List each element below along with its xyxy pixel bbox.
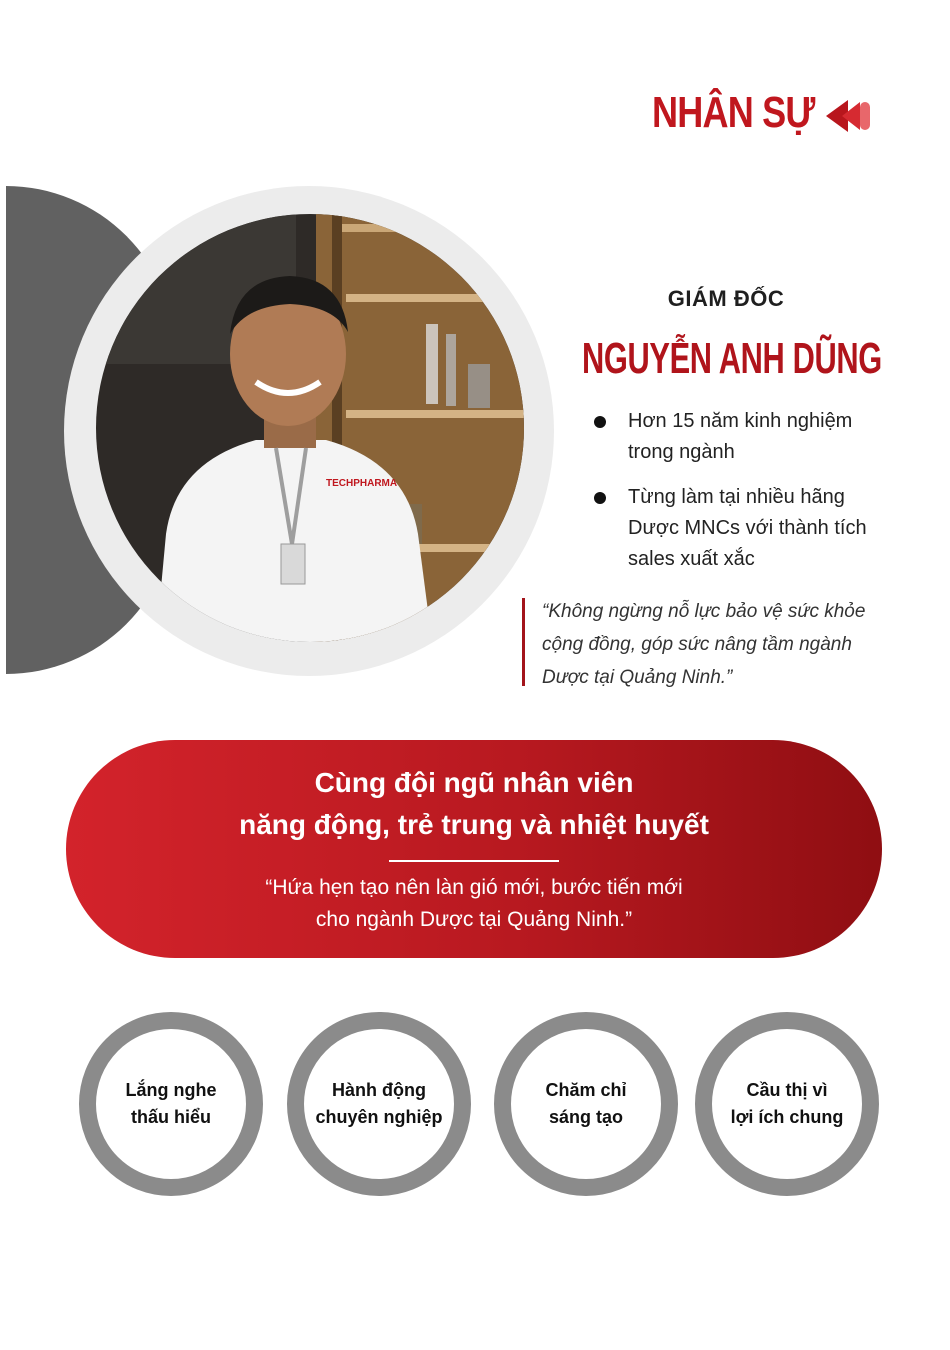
value-label-line: sáng tạo xyxy=(548,1107,623,1127)
value-label-line: Lắng nghe xyxy=(125,1080,217,1100)
quote-line: “Không ngừng nỗ lực bảo vệ sức khỏe xyxy=(542,601,866,622)
value-circle-diligence xyxy=(494,1012,678,1196)
bullet-dot-icon xyxy=(594,416,606,428)
banner-quote-line: “Hứa hẹn tạo nên làn gió mới, bước tiến mới xyxy=(265,876,683,899)
section-title: NHÂN SỰ xyxy=(652,88,815,137)
highlight-line: trong ngành xyxy=(628,441,735,463)
highlight-line: Hơn 15 năm kinh nghiệm xyxy=(628,410,853,432)
team-banner xyxy=(66,740,882,958)
quote-line: Dược tại Quảng Ninh.” xyxy=(542,667,733,688)
value-label-line: chuyên nghiệp xyxy=(315,1107,443,1127)
director-role: GIÁM ĐỐC xyxy=(667,286,785,311)
value-label xyxy=(731,1077,844,1131)
banner-heading-line: Cùng đội ngũ nhân viên xyxy=(314,767,634,798)
value-circle-action xyxy=(287,1012,471,1196)
value-circle-common-good xyxy=(695,1012,879,1196)
quote-line: cộng đồng, góp sức nâng tầm ngành xyxy=(542,634,852,655)
highlight-item xyxy=(592,406,912,468)
banner-quote-line: cho ngành Dược tại Quảng Ninh.” xyxy=(315,908,633,931)
value-label-line: lợi ích chung xyxy=(730,1107,844,1127)
arrow-left-icon xyxy=(826,96,872,136)
value-label-line: Chăm chỉ xyxy=(545,1080,627,1100)
value-label xyxy=(315,1077,442,1131)
director-highlights xyxy=(592,406,912,589)
shirt-logo-text: TECHPHARMA xyxy=(326,478,398,489)
banner-divider xyxy=(389,860,559,862)
director-quote xyxy=(542,595,902,694)
value-label-line: thấu hiểu xyxy=(131,1107,211,1127)
value-label-line: Hành động xyxy=(332,1080,426,1100)
highlight-item xyxy=(592,482,912,575)
value-label xyxy=(545,1077,626,1131)
quote-bar xyxy=(522,598,525,686)
bullet-dot-icon xyxy=(594,492,606,504)
highlight-line: Từng làm tại nhiều hãng xyxy=(628,486,845,508)
highlight-line: sales xuất xắc xyxy=(628,548,755,570)
highlight-line: Dược MNCs với thành tích xyxy=(628,517,867,539)
banner-heading-line: năng động, trẻ trung và nhiệt huyết xyxy=(239,809,709,840)
value-circle-listening xyxy=(79,1012,263,1196)
value-label xyxy=(126,1077,217,1131)
director-name: NGUYỄN ANH DŨNG xyxy=(582,334,882,383)
director-photo xyxy=(96,214,524,642)
value-label-line: Cầu thị vì xyxy=(746,1080,828,1100)
